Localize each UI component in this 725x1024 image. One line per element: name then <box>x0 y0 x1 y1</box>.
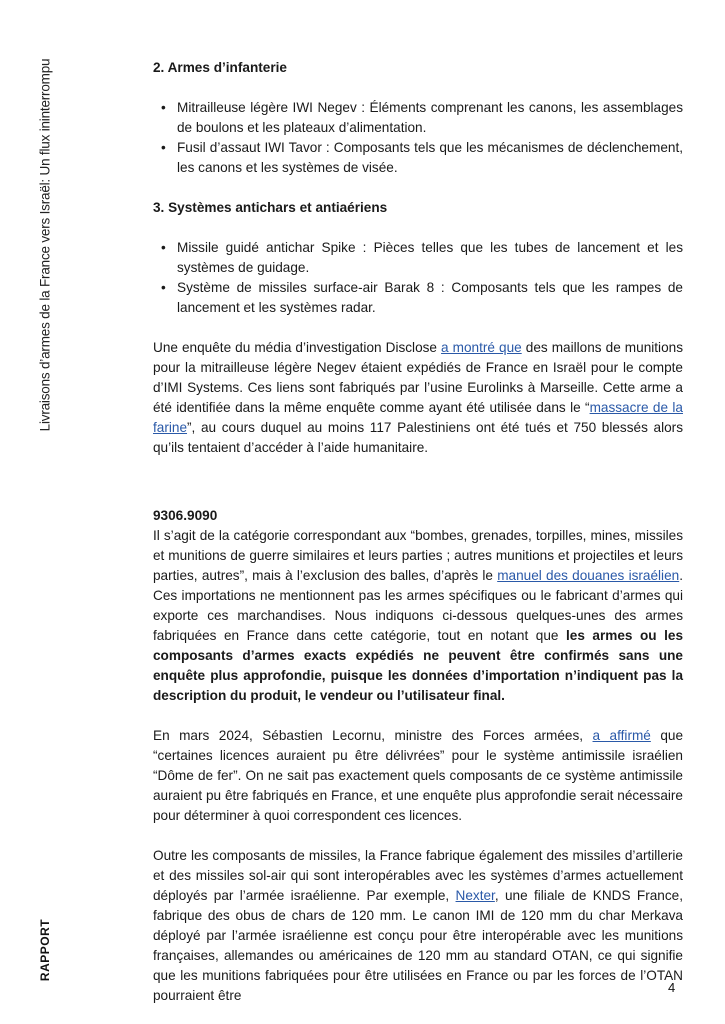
link-massacre-de-la-farine[interactable]: massacre de la farine <box>153 400 683 435</box>
paragraph-lecornu: En mars 2024, Sébastien Lecornu, ministre des Forces armées, a affirmé que “certaines licences auraient pu être délivrées” pour le système antimissile israélien “Dôme de fer”. On ne sait pas exactement quels composants de ce système antimissile auraient pu être fabriqués en France, et une enquête plus approfondie serait nécessaire pour déterminer à quoi correspondent ces licences. <box>153 728 684 823</box>
link-a-affirme[interactable]: a affirmé <box>592 728 651 743</box>
paragraph-nexter: Outre les composants de missiles, la France fabrique également des missiles d’artillerie et des missiles sol-air qui sont interopérables avec les systèmes d’armes actuellement déployés par l’armée israélienne. Par exemple, Nexter, une filiale de KNDS France, fabrique des obus de chars de 120 mm. Le canon IMI de 120 mm du char Merkava déployé par l’armée israélienne est conçu pour être interopérable avec les munitions françaises, allemandes ou américaines de 120 mm au standard OTAN, ce qui signifie que les munitions fabriquées pour être utilisées en France ou par les forces de l’OTAN pourraient être <box>153 848 683 1003</box>
bold-statement: les armes ou les composants d’armes exacts expédiés ne peuvent être confirmés sans une enquête plus approfondie, puisque les données d’importation n’indiquent pas la description du produit, le vendeur ou l’utilisateur final. <box>153 628 684 703</box>
list-item: • Système de missiles surface-air Barak 8 : Composants tels que les rampes de lancement et les systèmes radar. <box>153 278 683 318</box>
section-heading-infantry: 2. Armes d’infanterie <box>153 60 287 75</box>
list-item: • Missile guidé antichar Spike : Pièces telles que les tubes de lancement et les systèmes de guidage. <box>153 238 683 278</box>
link-nexter[interactable]: Nexter <box>455 888 495 903</box>
running-title <box>35 25 55 465</box>
running-title-text: Livraisons d’armes de la France vers Israël: Un flux ininterrompu <box>37 58 53 432</box>
link-manuel-douanes[interactable]: manuel des douanes israélien <box>497 568 680 583</box>
report-label <box>35 920 55 980</box>
list-item: • Mitrailleuse légère IWI Negev : Éléments comprenant les canons, les assemblages de boulons et les plateaux d’alimentation. <box>153 98 683 138</box>
main-content <box>153 58 683 1006</box>
infantry-list <box>153 98 683 178</box>
section-heading-antitank: 3. Systèmes antichars et antiaériens <box>153 200 388 215</box>
paragraph-code: Il s’agit de la catégorie correspondant aux “bombes, grenades, torpilles, mines, missiles et munitions de guerre similaires et leurs parties ; autres munitions et projectiles et leurs parties, autres”, mais à l’exclusion des balles, d’après le manuel des douanes israélien. Ces importations ne mentionnent pas les armes spécifiques ou le fabricant d’armes qui exporte ces marchandises. Nous indiquons ci-dessous quelques-unes des armes fabriquées en France dans cette catégorie, tout en notant que les armes ou les composants d’armes exacts expédiés ne peuvent être confirmés sans une enquête plus approfondie, puisque les données d’importation n’indiquent pas la description du produit, le vendeur ou l’utilisateur final. <box>153 528 684 703</box>
list-item: • Fusil d’assaut IWI Tavor : Composants tels que les mécanismes de déclenchement, les canons et les systèmes de visée. <box>153 138 683 178</box>
page-number: 4 <box>668 980 676 995</box>
antitank-list <box>153 238 683 318</box>
paragraph-disclose: Une enquête du média d’investigation Disclose a montré que des maillons de munitions pour la mitrailleuse légère Negev étaient expédiés de France en Israël pour le compte d’IMI Systems. Ces liens sont fabriqués par l’usine Eurolinks à Marseille. Cette arme a été identifiée dans la même enquête comme ayant été utilisée dans le “massacre de la farine”, au cours duquel au moins 117 Palestiniens ont été tués et 750 blessés alors qu’ils tentaient d’accéder à l’aide humanitaire. <box>153 340 683 455</box>
link-a-montre-que[interactable]: a montré que <box>441 340 522 355</box>
code-heading: 9306.9090 <box>153 508 218 523</box>
report-label-text: RAPPORT <box>38 918 52 982</box>
